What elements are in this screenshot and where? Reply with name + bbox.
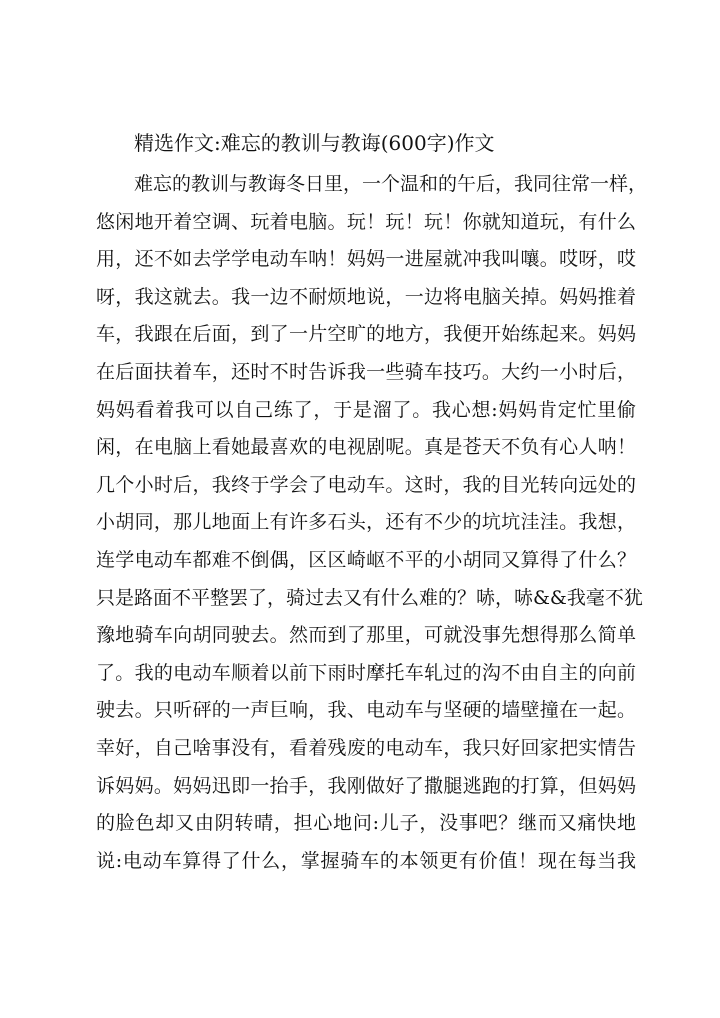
text-line: 说:电动车算得了什么，掌握骑车的本领更有价值！现在每当我 [96, 849, 636, 872]
text-line: 的脸色却又由阴转晴，担心地问:儿子，没事吧？继而又痛快地 [96, 812, 636, 835]
text-line: 在后面扶着车，还时不时告诉我一些骑车技巧。大约一小时后， [96, 360, 636, 383]
text-line: 小胡同，那儿地面上有许多石头，还有不少的坑坑洼洼。我想， [96, 511, 636, 534]
text-line: 豫地骑车向胡同驶去。然而到了那里，可就没事先想得那么简单 [96, 624, 636, 647]
text-line: 难忘的教训与教诲冬日里，一个温和的午后，我同往常一样， [134, 173, 648, 195]
text-line: 车，我跟在后面，到了一片空旷的地方，我便开始练起来。妈妈 [96, 323, 636, 346]
text-line: 幸好，自己啥事没有，看着残废的电动车，我只好回家把实情告 [96, 736, 636, 759]
text-line: 闲，在电脑上看她最喜欢的电视剧呢。真是苍天不负有心人呐！ [96, 436, 636, 459]
essay-body [96, 166, 648, 880]
text-line: 呀，我这就去。我一边不耐烦地说，一边将电脑关掉。妈妈推着 [96, 285, 636, 308]
text-line: 了。我的电动车顺着以前下雨时摩托车轧过的沟不由自主的向前 [96, 661, 636, 684]
text-line: 妈妈看着我可以自己练了，于是溜了。我心想:妈妈肯定忙里偷 [96, 398, 636, 421]
text-line: 只是路面不平整罢了，骑过去又有什么难的？哧，哧&&我毫不犹 [96, 586, 643, 609]
text-line: 诉妈妈。妈妈迅即一抬手，我刚做好了撒腿逃跑的打算，但妈妈 [96, 774, 636, 797]
text-line: 连学电动车都难不倒偶，区区崎岖不平的小胡同又算得了什么？ [96, 548, 636, 571]
text-line: 几个小时后，我终于学会了电动车。这时，我的目光转向远处的 [96, 473, 636, 496]
text-line: 悠闲地开着空调、玩着电脑。玩！玩！玩！你就知道玩，有什么 [96, 210, 636, 233]
document-title: 精选作文:难忘的教训与教诲(600字)作文 [134, 131, 495, 155]
text-line: 用，还不如去学学电动车呐！妈妈一进屋就冲我叫嚷。哎呀，哎 [96, 248, 636, 271]
text-line: 驶去。只听砰的一声巨响，我、电动车与坚硬的墙壁撞在一起。 [96, 699, 636, 722]
